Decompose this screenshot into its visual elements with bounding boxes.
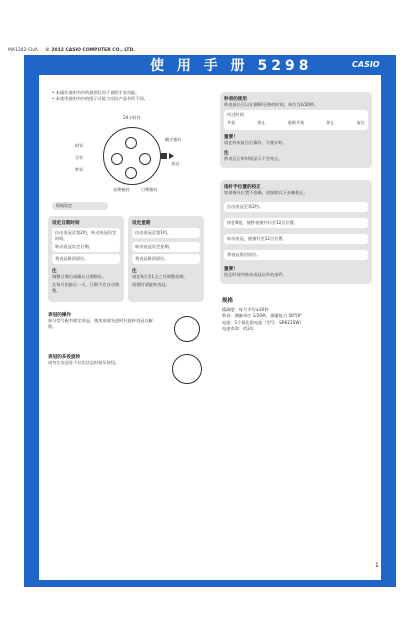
important-head: 重要！ [224,267,238,272]
label-date: 日期指针 [141,187,158,192]
notes-head: 注 [52,269,57,274]
intro-line: • 本使用说明书中的图示可能与实际产品有所不同。 [52,96,148,102]
important-text: 请在秒表复位后操作，方便计时。 [224,140,287,145]
step-box: 转动表冠，使指针至12点位置。 [224,234,368,244]
spec-line: 精确度：每月平均±20秒 [222,307,269,312]
crown-dial [174,316,200,342]
panel-title: 设定日期时间 [52,221,80,226]
doc-code: MA1202-ClsA [8,48,38,53]
note-line: 需要时请旋转表冠。 [132,282,170,287]
step-box: 按住B钮，使秒表指针归至12点位置。 [224,218,368,228]
subdial-top [125,137,137,149]
label-weekday: 星期指针 [113,187,130,192]
step-box: 拉出表冠至第2档。 [224,202,368,212]
specs-title: 规格 [222,298,234,304]
spec-line: 秒表：测量单位 1/20秒，测量能力 59'59" [222,313,303,319]
crown-desc-2: 请勿在表冠处于拉出状态时按压按钮。 [48,360,120,365]
spec-line: 电池寿命：约2年 [222,325,254,331]
subdial-bottom [125,167,137,179]
flow-box [224,110,368,130]
title: 使 用 手 册 5298 [150,58,313,74]
crown-section [48,312,208,382]
step-box: 转动表冠设定星期。 [132,242,200,252]
panel-title: 秒表的使用 [224,97,247,102]
label-crown: 表冠 [171,161,180,166]
panel-desc: 如果指针位置不准确，请按照以下步骤校正。 [224,190,308,195]
basic-tag: 时间设定 [52,202,108,210]
step-box: 将表冠推回原位。 [132,254,200,264]
important-text: 校正时请勿转动表冠以外的部件。 [224,272,287,277]
label-24h: 24小时针 [123,115,141,120]
intro-line: • 本操作说明书中的插图仅用于说明手表功能。 [52,90,140,95]
note-line: 调整日期后请确认日期指针。 [52,274,107,279]
label-minute: 分针 [75,155,84,160]
flow-label: 经过时间 [227,112,244,117]
label-second: 秒针 [75,167,84,172]
doc-code-line [8,48,135,53]
step-box: 拉出表冠至第2档，转动表冠设定时间。 [52,228,120,244]
casio-logo: CASIO [352,60,380,69]
label-hour: 时针 [75,143,84,148]
panel-desc: 秒表最长可以计测60分钟的时间，单位为1/20秒。 [224,102,319,107]
flow-step: 开始 [227,119,236,125]
intro [52,90,202,103]
specs [222,296,372,332]
notes-head: 注 [132,269,137,274]
spec-line: 电池：1个氧化银电池（型号：SR621SW） [222,319,304,325]
panel-stopwatch [220,92,372,168]
subdial-right [139,153,151,165]
important-head: 重要！ [224,135,238,140]
note-text: 秒表运行时时间显示不会停止。 [224,156,283,161]
note-line: 请在9点至1点之外调整星期。 [132,274,188,279]
flow-steps [227,120,365,126]
flow-step: 停止 [257,119,266,125]
step-box: 转动表冠设定日期。 [52,242,120,252]
note-line: 在每月的最后一天，日期不会自动调整。 [52,282,120,294]
crown-desc: 部分型号配有锁定表冠，使用前请先逆时针旋转表冠以解锁。 [48,318,153,330]
crown-title: 表冠的操作 [48,313,71,318]
step-box: 拉出表冠至第1档。 [132,228,200,238]
panel-weekday [128,216,204,302]
panel-date-time [48,216,124,302]
flow-step: 重新开始 [287,119,305,125]
panel-title: 设定星期 [132,221,151,226]
crown [161,153,167,159]
step-box: 将表冠推回原位。 [52,254,120,264]
page-number: 1 [375,562,379,569]
arrow-icon [169,153,174,159]
subdial-left [111,153,123,165]
flow-step: 停止 [326,119,335,125]
label-mode: 模式指针 [165,137,182,142]
crown-title-2: 表冠的多段旋转 [48,355,81,360]
step-box: 将表冠推回原位。 [224,250,368,260]
panel-hand-alignment [220,180,372,284]
note-head: 注 [224,151,229,156]
watch-diagram [75,115,185,195]
panel-title: 指针手位置的校正 [224,185,261,190]
bezel-dial [172,354,202,384]
copyright: © 2012 CASIO COMPUTER CO., LTD. [45,48,135,53]
flow-step: 复位 [356,119,365,125]
